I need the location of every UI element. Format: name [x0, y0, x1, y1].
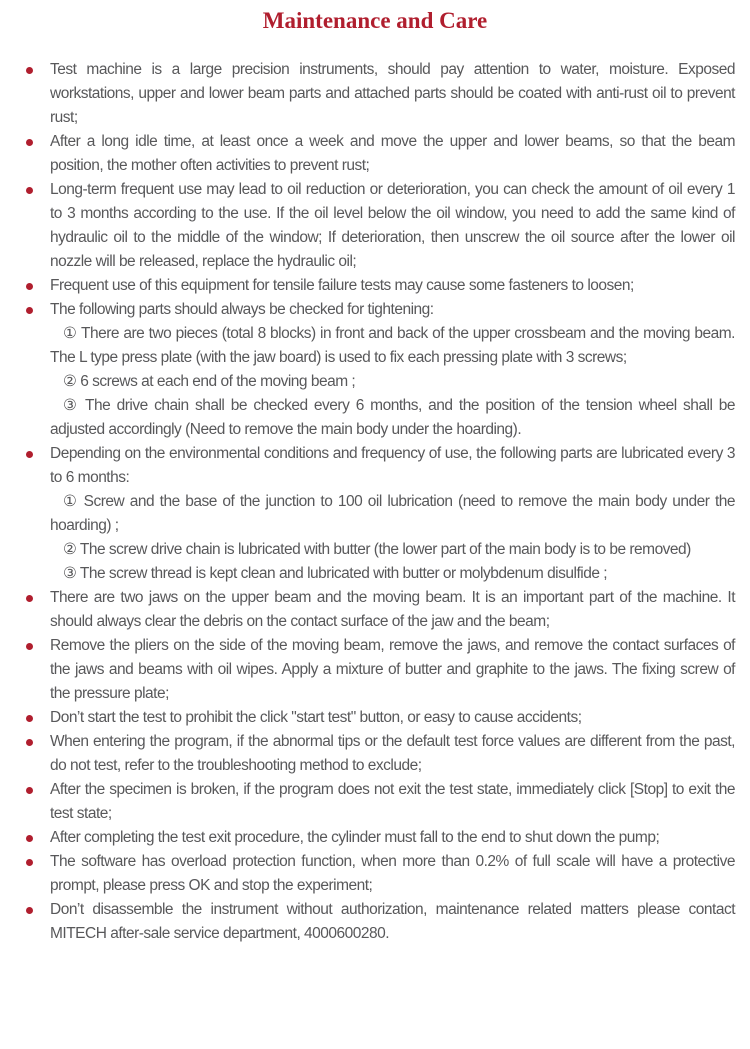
bullet-icon: [26, 451, 33, 458]
bullet-icon: [26, 739, 33, 746]
subitem-text: ② 6 screws at each end of the moving beam ;: [63, 373, 356, 390]
bullet-icon: [26, 643, 33, 650]
bullet-text: Test machine is a large precision instruments, should pay attention to water, moisture. Exposed workstations, upper and lower beam parts and attached parts should be coated with anti-rust oil to prevent rust;: [50, 61, 735, 126]
bullet-text: After a long idle time, at least once a week and move the upper and lower beams, so that the beam position, the mother often activities to prevent rust;: [50, 133, 735, 174]
bullet-text: After completing the test exit procedure, the cylinder must fall to the end to shut down the pump;: [50, 829, 660, 846]
bullet-text: Depending on the environmental conditions and frequency of use, the following parts are lubricated every 3 to 6 months:: [50, 445, 735, 486]
bullet-icon: [26, 595, 33, 602]
bullet-text: Frequent use of this equipment for tensile failure tests may cause some fasteners to loosen;: [50, 277, 634, 294]
subitem-text: ① Screw and the base of the junction to 100 oil lubrication (need to remove the main body under the hoarding) ;: [50, 493, 735, 534]
bullet-icon: [26, 859, 33, 866]
list-item: [50, 850, 735, 898]
bullet-icon: [26, 139, 33, 146]
list-item: [50, 730, 735, 778]
subitem-text: ③ The drive chain shall be checked every 6 months, and the position of the tension wheel shall be adjusted accordingly (Need to remove the main body under the hoarding).: [50, 397, 735, 438]
list-item: [50, 826, 735, 850]
bullet-text: Don’t disassemble the instrument without authorization, maintenance related matters please contact MITECH after-sale service department, 4000600280.: [50, 901, 735, 942]
bullet-icon: [26, 715, 33, 722]
bullet-text: After the specimen is broken, if the program does not exit the test state, immediately click [Stop] to exit the test state;: [50, 781, 735, 822]
list-item: [50, 274, 735, 298]
bullet-icon: [26, 187, 33, 194]
bullet-text: There are two jaws on the upper beam and the moving beam. It is an important part of the machine. It should always clear the debris on the contact surface of the jaw and the beam;: [50, 589, 735, 630]
list-item: [50, 634, 735, 706]
bullet-text: Remove the pliers on the side of the moving beam, remove the jaws, and remove the contact surfaces of the jaws and beams with oil wipes. Apply a mixture of butter and graphite to the jaws. The fixing screw of the pressure plate;: [50, 637, 735, 702]
list-item: [50, 586, 735, 634]
subitem-text: ① There are two pieces (total 8 blocks) in front and back of the upper crossbeam and the moving beam. The L type press plate (with the jaw board) is used to fix each pressing plate with 3 screws;: [50, 325, 735, 366]
bullet-text: Long-term frequent use may lead to oil reduction or deterioration, you can check the amount of oil every 1 to 3 months according to the use. If the oil level below the oil window, you need to add the same kind of hydraulic oil to the middle of the window; If deterioration, then unscrew the oil source after the lower oil nozzle will be released, replace the hydraulic oil;: [50, 181, 735, 270]
subitem-text: ③ The screw thread is kept clean and lubricated with butter or molybdenum disulfide ;: [63, 565, 608, 582]
bullet-icon: [26, 907, 33, 914]
maintenance-list: [50, 58, 735, 946]
bullet-icon: [26, 835, 33, 842]
bullet-icon: [26, 787, 33, 794]
page-title: Maintenance and Care: [262, 8, 488, 33]
bullet-text: The following parts should always be checked for tightening:: [50, 301, 434, 318]
list-item: [50, 706, 735, 730]
list-item: [50, 58, 735, 130]
bullet-text: When entering the program, if the abnormal tips or the default test force values are different from the past, do not test, refer to the troubleshooting method to exclude;: [50, 733, 735, 774]
bullet-icon: [26, 307, 33, 314]
list-item: [50, 778, 735, 826]
list-item: [50, 898, 735, 946]
bullet-icon: [26, 67, 33, 74]
bullet-icon: [26, 283, 33, 290]
list-item: [50, 130, 735, 178]
subitem-text: ② The screw drive chain is lubricated with butter (the lower part of the main body is to be removed): [63, 541, 691, 558]
bullet-text: Don’t start the test to prohibit the click "start test" button, or easy to cause accidents;: [50, 709, 582, 726]
list-item: [50, 178, 735, 274]
list-item: [50, 442, 735, 586]
bullet-text: The software has overload protection function, when more than 0.2% of full scale will have a protective prompt, please press OK and stop the experiment;: [50, 853, 735, 894]
list-item: [50, 298, 735, 442]
